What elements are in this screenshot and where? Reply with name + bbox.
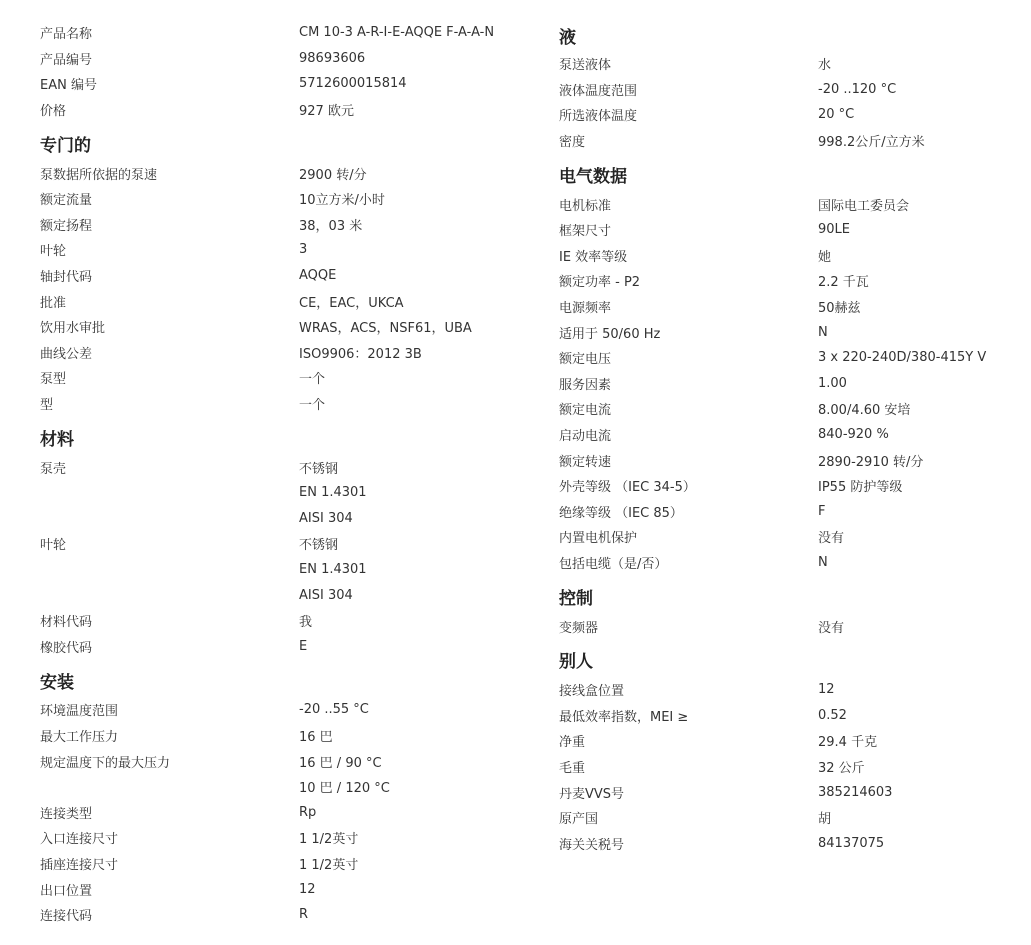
spec-label: 海关关税号 [559,837,625,853]
spec-value: 3 [299,242,308,258]
spec-row [559,268,986,294]
spec-row [40,608,494,634]
spec-label: 内置电机保护 [559,531,638,547]
spec-label: 最大工作压力 [40,729,119,745]
spec-value: AISI 304 [299,510,353,526]
special-section [40,160,494,416]
spec-value: 32 公斤 [818,760,865,776]
basic-section [40,20,494,122]
spec-row [40,825,494,851]
spec-value: -20 ..120 °C [818,81,897,97]
spec-value: 16 巴 / 90 °C [299,755,382,771]
spec-row [559,805,986,831]
spec-value: 2.2 千瓦 [818,275,869,291]
spec-value: 840-920 % [818,427,889,443]
spec-row [40,20,494,46]
spec-value: 29.4 千克 [818,735,878,751]
spec-row [559,128,986,154]
section-heading-material: 材料 [40,429,74,450]
spec-value: 我 [299,615,313,631]
spec-label: 连接类型 [40,806,93,822]
spec-label: 所选液体温度 [559,109,638,125]
spec-label: 曲线公差 [40,346,93,362]
spec-row [40,160,494,186]
spec-value: 水 [818,58,832,74]
spec-label: 出口位置 [40,883,93,899]
section-heading-electric: 电气数据 [559,166,627,187]
spec-row [559,319,986,345]
spec-value: IP55 防护等级 [818,480,903,496]
spec-label: 变频器 [559,620,599,636]
spec-label: 额定扬程 [40,218,93,234]
spec-value: 84137075 [818,835,885,851]
section-heading-control: 控制 [559,588,593,609]
spec-row [559,191,986,217]
section-heading-other: 别人 [559,652,593,673]
spec-row [40,582,494,608]
spec-value: 10 巴 / 120 °C [299,781,390,797]
spec-label: 启动电流 [559,429,612,445]
spec-row [40,263,494,289]
spec-value: 98693606 [299,50,366,66]
spec-label: 最低效率指数，MEI ≥ [559,709,689,725]
electric-section [559,191,986,575]
spec-label: 接线盒位置 [559,684,625,700]
right-column [559,20,986,856]
spec-row [40,723,494,749]
spec-label: 包括电缆（是/否） [559,556,668,572]
spec-label: 电机标准 [559,198,612,214]
spec-label: 额定转速 [559,454,612,470]
spec-value: 她 [818,249,832,265]
spec-row [40,633,494,659]
spec-value: ISO9906：2012 3B [299,346,422,362]
spec-value: 2900 转/分 [299,167,367,183]
spec-value: 927 欧元 [299,104,354,120]
spec-value: WRAS，ACS，NSF61，UBA [299,321,472,337]
spec-row [40,851,494,877]
spec-value: -20 ..55 °C [299,702,369,718]
spec-label: 产品编号 [40,52,93,68]
spec-value: 8.00/4.60 安培 [818,403,911,419]
spec-value: 1.00 [818,375,847,391]
spec-label: 环境温度范围 [40,704,119,720]
spec-value: 385214603 [818,784,893,800]
spec-value: F [818,503,826,519]
spec-value: 0.52 [818,707,847,723]
section-heading-install: 安装 [40,672,74,693]
spec-row [40,531,494,557]
spec-value: 2890-2910 转/分 [818,454,924,470]
spec-row [40,46,494,72]
section-heading-liquid: 液 [559,28,576,48]
spec-row [559,102,986,128]
section-heading-special: 专门的 [40,135,91,156]
spec-label: 泵数据所依据的泵速 [40,167,158,183]
spec-value: 一个 [299,398,326,414]
spec-row [559,702,986,728]
spec-row [559,754,986,780]
spec-label: 净重 [559,735,586,751]
spec-row [40,697,494,723]
spec-row [40,288,494,314]
spec-value: 12 [299,881,316,897]
spec-row [559,779,986,805]
spec-row [40,71,494,97]
spec-label: 额定流量 [40,193,93,209]
spec-label: 外壳等级 （IEC 34-5） [559,480,696,496]
spec-label: 叶轮 [40,538,67,554]
spec-row [40,454,494,480]
spec-value: Rp [299,804,317,820]
spec-value: EN 1.4301 [299,561,367,577]
spec-value: 20 °C [818,107,855,123]
spec-row [559,499,986,525]
spec-row [559,243,986,269]
spec-row [40,480,494,506]
spec-label: 插座连接尺寸 [40,857,119,873]
left-column [40,20,494,927]
spec-row [559,613,986,639]
spec-row [40,340,494,366]
spec-value: 不锈钢 [299,461,339,477]
spec-row [40,97,494,123]
spec-value: 90LE [818,222,850,238]
spec-value: 38，03 米 [299,218,363,234]
spec-value: 1 1/2英寸 [299,832,359,848]
spec-label: 叶轮 [40,244,67,260]
spec-value: EN 1.4301 [299,485,367,501]
spec-label: 材料代码 [40,615,93,631]
spec-row [40,506,494,532]
spec-label: 型 [40,398,54,414]
spec-value: 一个 [299,372,326,388]
spec-row [40,314,494,340]
spec-value: E [299,638,308,654]
material-section [40,454,494,659]
spec-value: 不锈钢 [299,538,339,554]
spec-label: 额定功率 - P2 [559,275,641,291]
spec-value: 胡 [818,812,832,828]
spec-label: 轴封代码 [40,270,93,286]
spec-label: EAN 编号 [40,78,97,94]
control-section [559,613,986,639]
spec-row [559,524,986,550]
spec-row [559,217,986,243]
spec-row [40,212,494,238]
spec-label: 泵送液体 [559,58,612,74]
spec-label: 泵型 [40,372,67,388]
spec-row [559,294,986,320]
install-section [40,697,494,927]
spec-label: 额定电压 [559,352,612,368]
spec-row [559,396,986,422]
spec-label: IE 效率等级 [559,249,628,265]
spec-value: AISI 304 [299,587,353,603]
spec-row [559,728,986,754]
spec-label: 橡胶代码 [40,640,93,656]
spec-value: 998.2公斤/立方米 [818,135,925,151]
spec-value: 12 [818,682,835,698]
spec-value: 5712600015814 [299,76,407,92]
spec-value: AQQE [299,268,337,284]
spec-label: 毛重 [559,760,586,776]
spec-row [559,550,986,576]
spec-row [40,557,494,583]
spec-row [559,830,986,856]
spec-value: 国际电工委员会 [818,198,910,214]
spec-row [40,799,494,825]
spec-row [40,391,494,417]
spec-label: 绝缘等级 （IEC 85） [559,505,683,521]
spec-value: CE，EAC，UKCA [299,295,404,311]
spec-label: 额定电流 [559,403,612,419]
spec-value: 16 巴 [299,729,333,745]
spec-row [40,902,494,928]
spec-label: 适用于 50/60 Hz [559,326,661,342]
spec-label: 饮用水审批 [40,321,106,337]
spec-label: 液体温度范围 [559,83,638,99]
spec-row [559,422,986,448]
spec-label: 电源频率 [559,301,612,317]
spec-value: CM 10-3 A-R-I-E-AQQE F-A-A-N [299,25,495,41]
spec-row [40,876,494,902]
spec-value: 没有 [818,531,845,547]
spec-label: 服务因素 [559,377,612,393]
spec-label: 价格 [40,104,67,120]
spec-label: 入口连接尺寸 [40,832,119,848]
spec-value: 50赫兹 [818,301,861,317]
spec-row [40,365,494,391]
spec-row [40,237,494,263]
spec-label: 规定温度下的最大压力 [40,755,171,771]
spec-label: 原产国 [559,812,599,828]
spec-value: 10立方米/小时 [299,193,385,209]
spec-label: 连接代码 [40,909,93,925]
spec-label: 密度 [559,135,586,151]
spec-row [559,473,986,499]
spec-value: N [818,324,828,340]
spec-row [559,371,986,397]
spec-row [559,51,986,77]
spec-label: 产品名称 [40,27,93,43]
spec-row [40,774,494,800]
spec-label: 框架尺寸 [559,224,612,240]
spec-row [559,77,986,103]
spec-label: 批准 [40,295,67,311]
other-section [559,677,986,856]
spec-row [559,345,986,371]
spec-label: 泵壳 [40,461,67,477]
spec-value: R [299,907,309,923]
spec-row [40,186,494,212]
spec-value: 1 1/2英寸 [299,857,359,873]
spec-value: 没有 [818,620,845,636]
spec-row [40,748,494,774]
spec-row [559,677,986,703]
spec-value: 3 x 220-240D/380-415Y V [818,350,987,366]
liquid-section [559,51,986,153]
spec-label: 丹麦VVS号 [559,786,625,802]
spec-row [559,447,986,473]
spec-value: N [818,554,828,570]
